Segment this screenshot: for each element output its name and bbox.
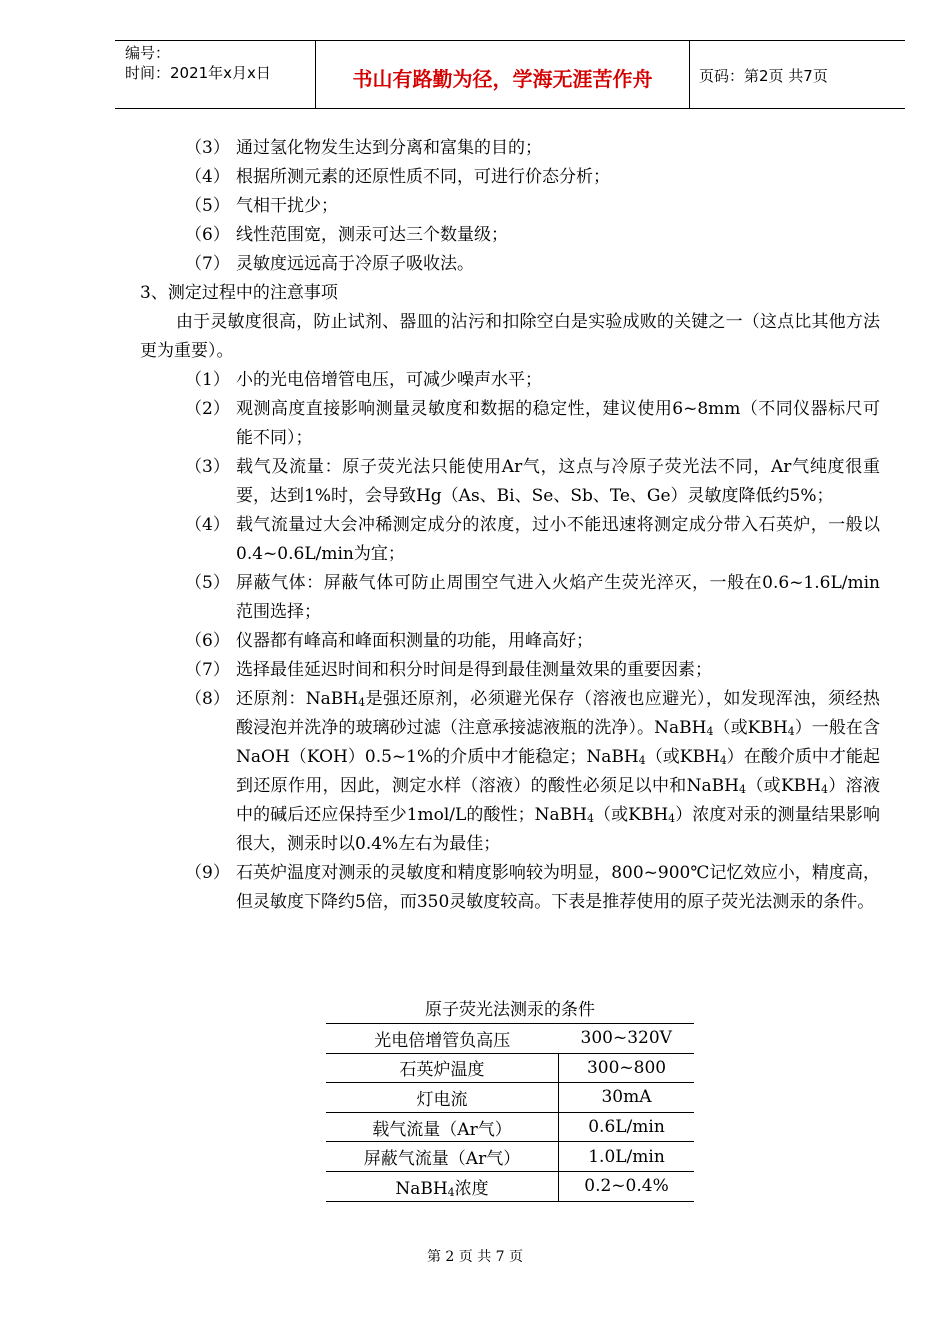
item-number: （5）: [185, 196, 230, 216]
section-intro: 由于灵敏度很高，防止试剂、器皿的沾污和扣除空白是实验成败的关键之一（这点比其他方法更为重要）。: [140, 312, 880, 361]
text-run: 浓度: [454, 1178, 489, 1199]
header-page-number: 页码：第2页 共7页: [699, 67, 828, 85]
item-number: （3）: [185, 138, 230, 158]
item-text: [236, 685, 880, 859]
value-cell: 300~800: [559, 1053, 694, 1083]
table-row: [326, 1171, 694, 1201]
text-run: ）在酸介质中才能起到还原作用，因此，测定水样（溶液）的酸性必须足以中和NaBH: [236, 747, 880, 796]
text-run: ）溶液中的碱后还应保持至少1mol/L的酸性；NaBH: [236, 776, 880, 825]
text-run: ）一般在含NaOH（KOH）0.5~1%的介质中才能稳定；NaBH: [236, 718, 880, 767]
page-header: [115, 40, 905, 109]
param-cell: [326, 1171, 559, 1201]
item-text: 载气流量过大会冲稀测定成分的浓度，过小不能迅速将测定成分带入石英炉，一般以0.4~0.6L/min为宜；: [236, 515, 880, 564]
list-item: [140, 395, 880, 453]
item-text: 根据所测元素的还原性质不同，可进行价态分析；: [236, 167, 610, 187]
param-cell: 载气流量（Ar气）: [326, 1112, 559, 1142]
text-run: 是强还原剂，必须避光保存（溶液也应避光），如发现浑浊，须经热酸浸泡并洗净的玻璃砂过滤（注意承接滤液瓶的洗净）。NaBH: [236, 689, 881, 738]
text-run: （或KBH: [645, 747, 720, 767]
item-number: （7）: [185, 660, 230, 680]
conditions-table: [326, 1023, 694, 1202]
section-heading: 3、测定过程中的注意事项: [140, 283, 338, 303]
list-item: [140, 192, 880, 221]
value-cell: 30mA: [559, 1083, 694, 1113]
table-row: [326, 1083, 694, 1113]
text-run: 还原剂：NaBH: [236, 689, 359, 709]
list-item: [140, 656, 880, 685]
list-item: [140, 453, 880, 511]
text-run: NaBH: [395, 1178, 448, 1199]
subscript: 4: [447, 1185, 455, 1199]
header-meta: [125, 43, 271, 83]
item-number: （5）: [185, 573, 230, 593]
item-number: （7）: [185, 254, 230, 274]
page-footer: 第 2 页 共 7 页: [426, 1249, 524, 1265]
item-text: 气相干扰少；: [236, 196, 338, 216]
value-cell: 300~320V: [559, 1024, 694, 1054]
item-text: 线性范围宽，测汞可达三个数量级；: [236, 225, 508, 245]
item-number: （3）: [185, 457, 230, 477]
item-number: （6）: [185, 225, 230, 245]
table-row: [326, 1024, 694, 1054]
value-cell: 1.0L/min: [559, 1142, 694, 1172]
item-number: （4）: [185, 167, 230, 187]
header-divider: [689, 41, 690, 108]
subscript: 4: [638, 754, 646, 767]
table-caption: 原子荧光法测汞的条件: [425, 1000, 595, 1020]
subscript: 4: [738, 783, 746, 796]
item-number: （2）: [185, 399, 230, 419]
item-text: 仪器都有峰高和峰面积测量的功能，用峰高好；: [236, 631, 593, 651]
list-item: [140, 366, 880, 395]
doc-number-label: 编号：: [125, 44, 171, 62]
list-item: [140, 685, 880, 859]
list-item: [140, 627, 880, 656]
item-number: （1）: [185, 370, 230, 390]
item-text: 石英炉温度对测汞的灵敏度和精度影响较为明显，800~900℃记忆效应小，精度高，但灵敏度下降约5倍，而350灵敏度较高。下表是推荐使用的原子荧光法测汞的条件。: [236, 863, 880, 912]
param-cell: 光电倍增管负高压: [326, 1024, 559, 1054]
subscript: 4: [358, 696, 366, 709]
date-label: 时间：2021年x月x日: [125, 64, 271, 82]
list-item: [140, 569, 880, 627]
item-number: （4）: [185, 515, 230, 535]
list-item: [140, 511, 880, 569]
item-text: 通过氢化物发生达到分离和富集的目的；: [236, 138, 542, 158]
document-body: [140, 134, 880, 917]
item-text: 屏蔽气体：屏蔽气体可防止周围空气进入火焰产生荧光淬灭，一般在0.6~1.6L/min范围选择；: [236, 573, 880, 622]
subscript: 4: [719, 754, 727, 767]
value-cell: 0.2~0.4%: [559, 1171, 694, 1201]
param-cell: 石英炉温度: [326, 1053, 559, 1083]
text-run: （或KBH: [593, 805, 669, 825]
param-cell: 灯电流: [326, 1083, 559, 1113]
item-text: 观测高度直接影响测量灵敏度和数据的稳定性，建议使用6~8mm（不同仪器标尺可能不同）；: [236, 399, 880, 448]
text-run: ）浓度对汞的测量结果影响很大，测汞时以0.4%左右为最佳；: [236, 805, 881, 854]
text-run: （或KBH: [713, 718, 788, 738]
item-number: （6）: [185, 631, 230, 651]
list-item: [140, 221, 880, 250]
subscript: 4: [787, 725, 795, 738]
subscript: 4: [706, 725, 714, 738]
list-item: [140, 134, 880, 163]
table-row: [326, 1053, 694, 1083]
table-row: [326, 1112, 694, 1142]
list-item: [140, 859, 880, 917]
item-number: （8）: [185, 689, 230, 709]
item-text: 小的光电倍增管电压，可减少噪声水平；: [236, 370, 542, 390]
list-item: [140, 250, 880, 279]
subscript: 4: [586, 812, 594, 825]
subscript: 4: [821, 783, 828, 796]
item-text: 选择最佳延迟时间和积分时间是得到最佳测量效果的重要因素；: [236, 660, 712, 680]
item-number: （9）: [185, 863, 230, 883]
param-cell: 屏蔽气流量（Ar气）: [326, 1142, 559, 1172]
list-item: [140, 163, 880, 192]
subscript: 4: [668, 812, 676, 825]
text-run: （或KBH: [745, 776, 821, 796]
item-text: 灵敏度远远高于冷原子吸收法。: [236, 254, 474, 274]
table-row: [326, 1142, 694, 1172]
value-cell: 0.6L/min: [559, 1112, 694, 1142]
item-text: 载气及流量：原子荧光法只能使用Ar气，这点与冷原子荧光法不同，Ar气纯度很重要，达到1%时，会导致Hg（As、Bi、Se、Sb、Te、Ge）灵敏度降低约5%；: [236, 457, 880, 506]
header-slogan: 书山有路勤为径，学海无涯苦作舟: [352, 67, 653, 91]
